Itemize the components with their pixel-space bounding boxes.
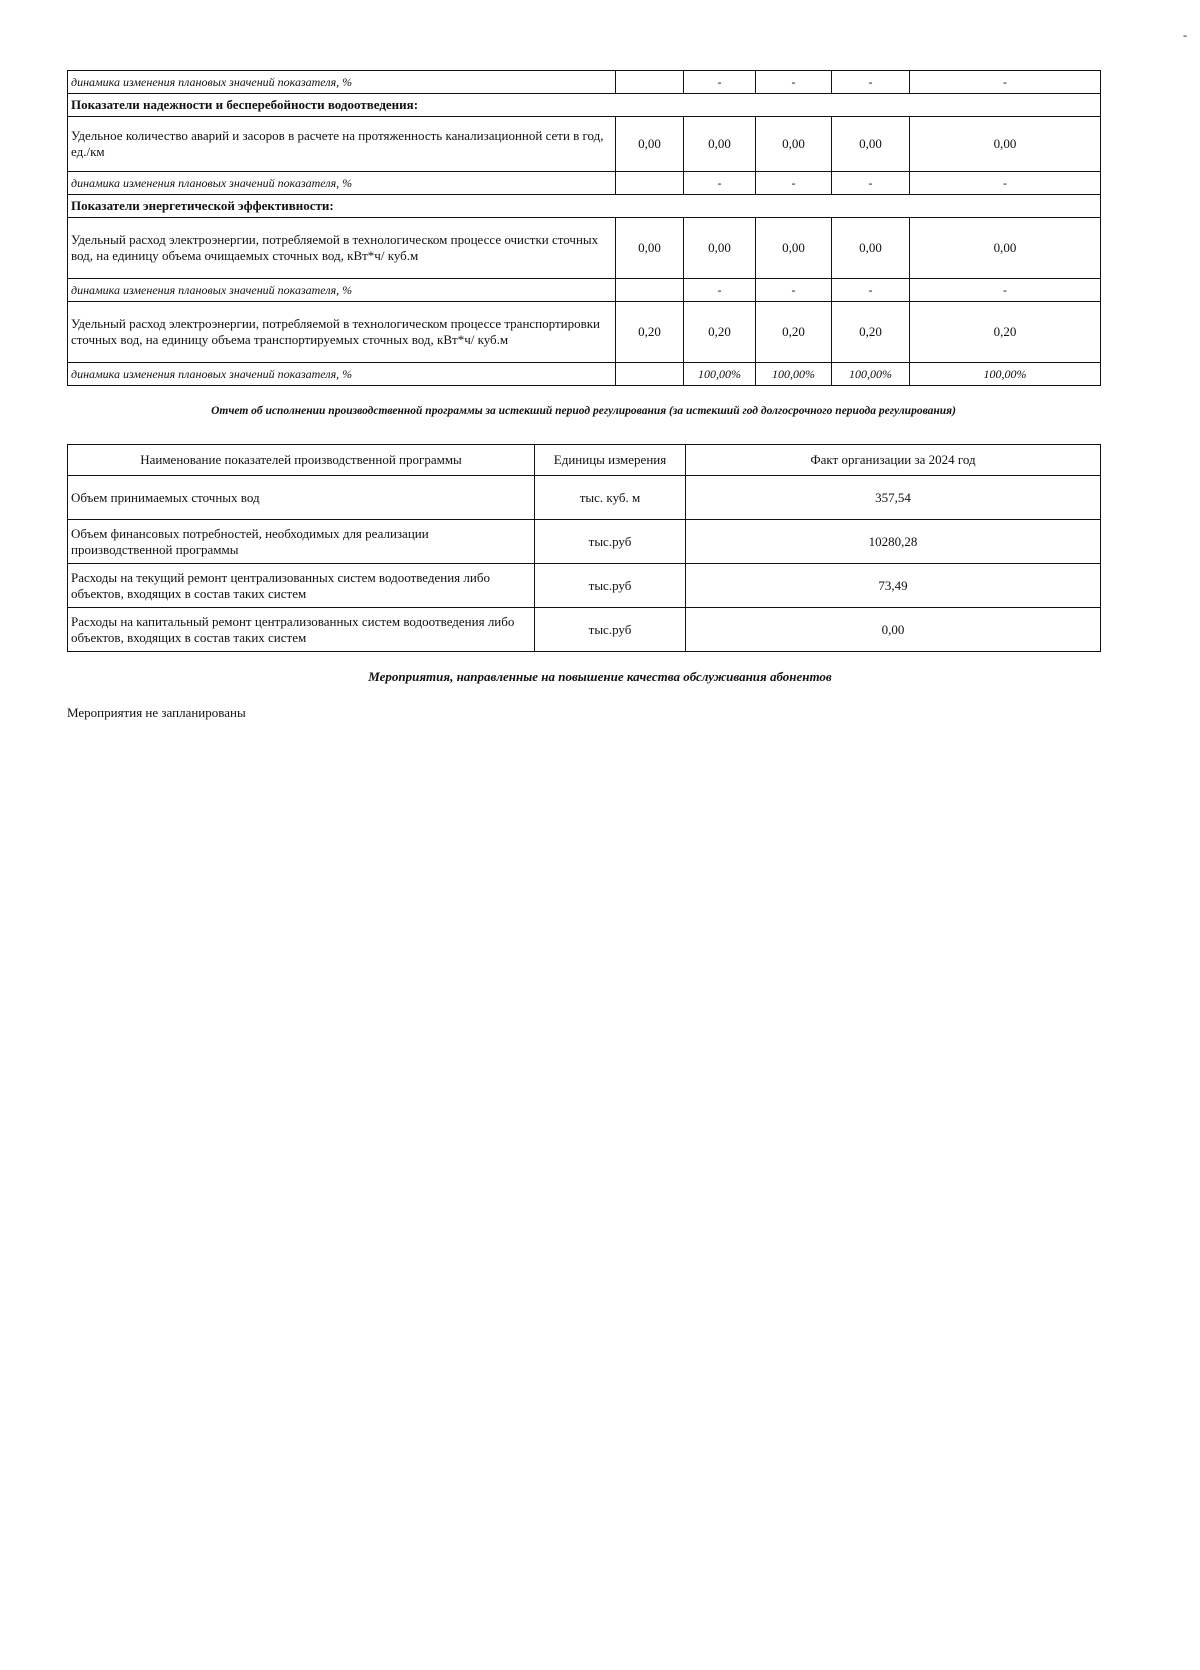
value-cell: 0,00 (910, 117, 1101, 172)
value-cell (616, 279, 684, 302)
value-cell: 0,00 (616, 218, 684, 279)
value-cell: 100,00% (832, 363, 910, 386)
value-cell: - (756, 172, 832, 195)
indicator-name: Удельный расход электроэнергии, потребляемой в технологическом процессе очистки сточных вод, на единицу объема очищаемых сточных вод, кВт*ч/ куб.м (68, 218, 616, 279)
value-cell: 0,00 (684, 218, 756, 279)
value-cell: - (756, 279, 832, 302)
table-row (68, 218, 1101, 279)
fact-value: 0,00 (686, 608, 1101, 652)
table-row (68, 302, 1101, 363)
value-cell: 0,20 (616, 302, 684, 363)
value-cell: 0,00 (756, 218, 832, 279)
header-unit: Единицы измерения (535, 445, 686, 476)
value-cell: 100,00% (756, 363, 832, 386)
program-header-row (68, 445, 1101, 476)
dynamics-row (68, 71, 1101, 94)
value-cell (616, 71, 684, 94)
report-title: Отчет об исполнении производственной программы за истекший период регулирования (за истекший год долгосрочного периода регулирования) (211, 405, 956, 417)
section-header-row (68, 94, 1101, 117)
fact-value: 357,54 (686, 476, 1101, 520)
value-cell: 100,00% (684, 363, 756, 386)
dynamics-row (68, 363, 1101, 386)
fact-value: 10280,28 (686, 520, 1101, 564)
indicator-name: Удельный расход электроэнергии, потребляемой в технологическом процессе транспортировки сточных вод, на единицу объема транспортируемых сточных вод, кВт*ч/ куб.м (68, 302, 616, 363)
measures-text: Мероприятия не запланированы (67, 705, 246, 720)
value-cell: 0,00 (910, 218, 1101, 279)
value-cell: - (832, 172, 910, 195)
value-cell: - (910, 279, 1101, 302)
value-cell: 0,00 (616, 117, 684, 172)
unit-cell: тыс.руб (535, 608, 686, 652)
dynamics-label: динамика изменения плановых значений показателя, % (68, 71, 616, 94)
indicator-name: Расходы на текущий ремонт централизованных систем водоотведения либо объектов, входящих в состав таких систем (68, 564, 535, 608)
value-cell: 0,00 (684, 117, 756, 172)
value-cell: 0,20 (910, 302, 1101, 363)
unit-cell: тыс.руб (535, 520, 686, 564)
value-cell (616, 363, 684, 386)
header-name: Наименование показателей производственной программы (68, 445, 535, 476)
unit-cell: тыс. куб. м (535, 476, 686, 520)
indicator-name: Объем принимаемых сточных вод (68, 476, 535, 520)
dynamics-label: динамика изменения плановых значений показателя, % (68, 363, 616, 386)
table-row (68, 117, 1101, 172)
value-cell: 0,00 (756, 117, 832, 172)
table-row (68, 476, 1101, 520)
value-cell: - (756, 71, 832, 94)
section-title: Показатели энергетической эффективности: (68, 195, 1101, 218)
value-cell: 0,00 (832, 117, 910, 172)
value-cell: - (684, 279, 756, 302)
fact-value: 73,49 (686, 564, 1101, 608)
table-row (68, 564, 1101, 608)
value-cell: - (910, 71, 1101, 94)
header-fact: Факт организации за 2024 год (686, 445, 1101, 476)
value-cell: - (832, 279, 910, 302)
dynamics-row (68, 172, 1101, 195)
dynamics-row (68, 279, 1101, 302)
indicator-name: Расходы на капитальный ремонт централизованных систем водоотведения либо объектов, входящих в состав таких систем (68, 608, 535, 652)
section-title: Показатели надежности и бесперебойности водоотведения: (68, 94, 1101, 117)
value-cell: 0,20 (684, 302, 756, 363)
value-cell: 0,00 (832, 218, 910, 279)
section-header-row (68, 195, 1101, 218)
unit-cell: тыс.руб (535, 564, 686, 608)
indicator-name: Удельное количество аварий и засоров в расчете на протяженность канализационной сети в год, ед./км (68, 117, 616, 172)
dynamics-label: динамика изменения плановых значений показателя, % (68, 279, 616, 302)
value-cell: - (684, 172, 756, 195)
program-table (67, 444, 1101, 652)
indicators-table (67, 70, 1101, 386)
measures-title: Мероприятия, направленные на повышение качества обслуживания абонентов (368, 669, 832, 684)
value-cell (616, 172, 684, 195)
dynamics-label: динамика изменения плановых значений показателя, % (68, 172, 616, 195)
value-cell: - (832, 71, 910, 94)
value-cell: - (684, 71, 756, 94)
table-row (68, 608, 1101, 652)
indicator-name: Объем финансовых потребностей, необходимых для реализации производственной программы (68, 520, 535, 564)
table-row (68, 520, 1101, 564)
value-cell: - (910, 172, 1101, 195)
value-cell: 0,20 (756, 302, 832, 363)
corner-mark: - (1183, 28, 1187, 42)
value-cell: 100,00% (910, 363, 1101, 386)
value-cell: 0,20 (832, 302, 910, 363)
